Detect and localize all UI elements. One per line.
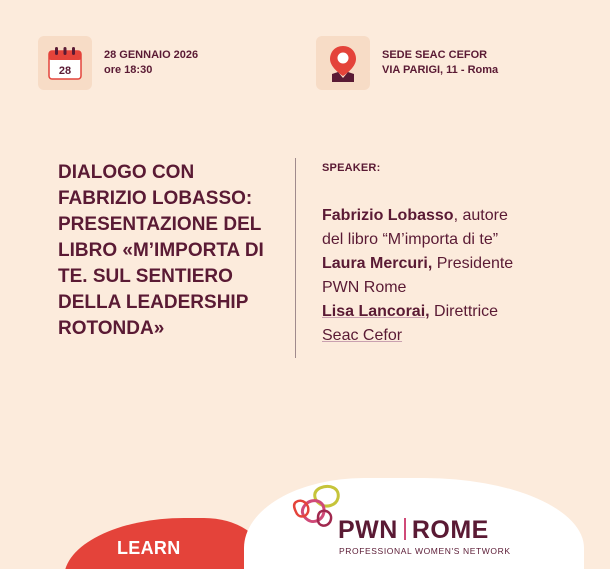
speaker-item bbox=[322, 300, 572, 348]
speakers-section bbox=[322, 162, 572, 348]
event-date-text bbox=[104, 48, 198, 78]
speaker-role-detail: PWN Rome bbox=[322, 279, 407, 296]
speaker-item bbox=[322, 252, 572, 300]
logo-divider bbox=[404, 518, 406, 540]
logo-pwn-text: PWN bbox=[338, 516, 398, 544]
speakers-heading: SPEAKER: bbox=[322, 162, 381, 174]
event-title-line: TE. SUL SENTIERO bbox=[58, 266, 233, 287]
calendar-icon-tile bbox=[38, 36, 92, 90]
speaker-name: Lisa Lancorai, bbox=[322, 303, 430, 320]
learn-label: LEARN bbox=[117, 538, 181, 558]
event-date-block bbox=[38, 36, 198, 90]
event-title-line: FABRIZIO LOBASSO: bbox=[58, 188, 253, 209]
venue-name: SEDE SEAC CEFOR bbox=[382, 49, 488, 61]
location-icon-tile bbox=[316, 36, 370, 90]
event-title-line: DELLA LEADERSHIP bbox=[58, 292, 249, 313]
speaker-role-detail: Seac Cefor bbox=[322, 327, 403, 344]
event-title bbox=[58, 160, 293, 342]
event-venue-block bbox=[316, 36, 498, 90]
event-venue-text bbox=[382, 48, 498, 78]
speaker-name: Fabrizio Lobasso bbox=[322, 207, 454, 224]
speaker-role-detail: del libro “M’importa di te” bbox=[322, 231, 499, 248]
event-date: 28 GENNAIO 2026 bbox=[104, 49, 199, 61]
calendar-day-number: 28 bbox=[58, 65, 72, 77]
speakers-list bbox=[322, 204, 572, 348]
location-pin-icon bbox=[324, 42, 362, 84]
speaker-role: , autore bbox=[453, 207, 508, 224]
event-title-line: DIALOGO CON bbox=[58, 162, 195, 183]
event-title-line: PRESENTAZIONE DEL bbox=[58, 214, 262, 235]
logo-wordmark bbox=[338, 516, 489, 545]
event-title-line: LIBRO «M’IMPORTA DI bbox=[58, 240, 264, 261]
event-time: ore 18:30 bbox=[104, 64, 153, 76]
logo-tagline: PROFESSIONAL WOMEN'S NETWORK bbox=[339, 546, 511, 556]
calendar-icon bbox=[46, 44, 84, 82]
vertical-divider bbox=[295, 158, 296, 358]
speaker-role: Direttrice bbox=[429, 303, 499, 320]
event-title-line: ROTONDA» bbox=[58, 318, 165, 339]
speaker-role: Presidente bbox=[432, 255, 514, 272]
speaker-name: Laura Mercuri, bbox=[322, 255, 433, 272]
speaker-item bbox=[322, 204, 572, 252]
venue-address: VIA PARIGI, 11 - Roma bbox=[382, 64, 499, 76]
logo-rome-text: ROME bbox=[411, 516, 489, 544]
